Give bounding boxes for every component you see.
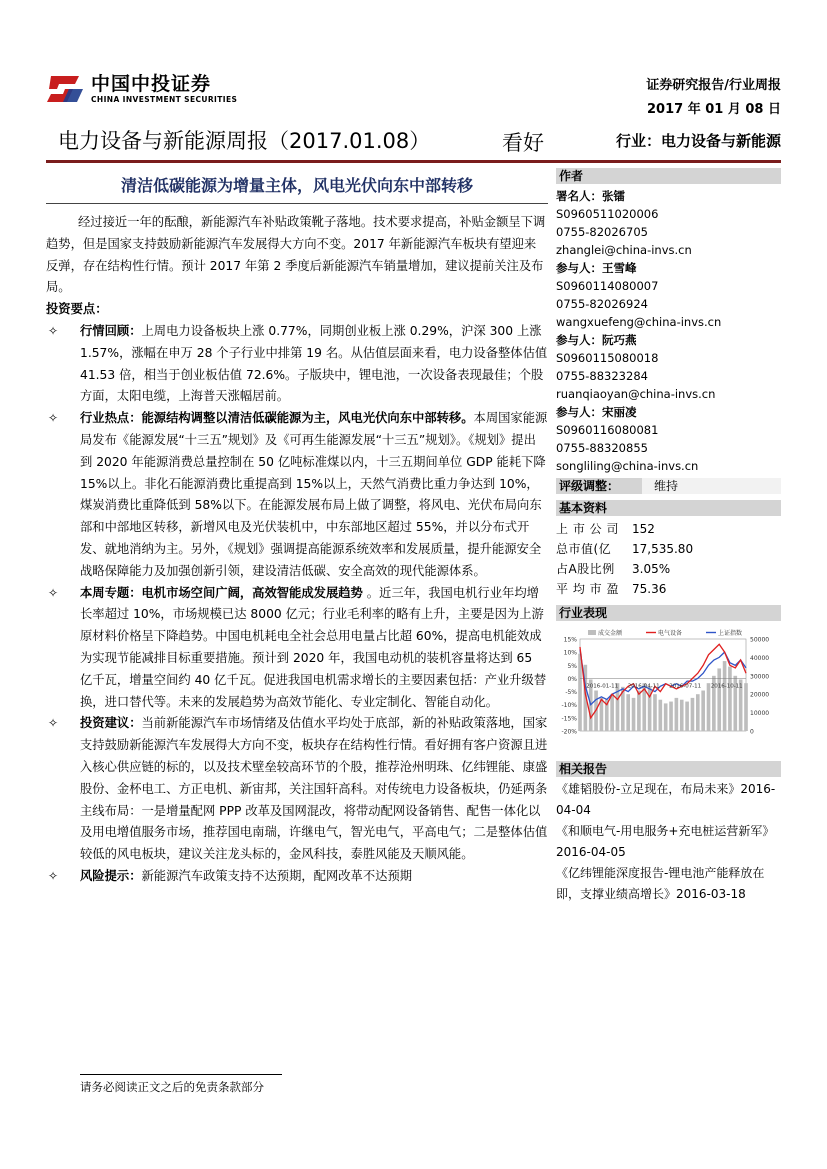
intro-paragraph: 经过接近一年的酝酿，新能源汽车补贴政策靴子落地。技术要求提高，补贴金额呈下调趋势，但是国家支持鼓励新能源汽车发展得大方向不变。2017 年新能源汽车板块有望迎来反弹，存在结构性行情。预计 2017 年第 2 季度后新能源汽车销量增加，建议提前关注及布局。 — [46, 215, 546, 295]
analyst-phone: 0755-88320855 — [556, 441, 648, 455]
footer-divider — [80, 1074, 282, 1075]
bullet-market-review — [46, 321, 548, 408]
bullet-label: 行业热点：能源结构调整以清洁低碳能源为主，风电光伏向东中部转移。 — [80, 411, 474, 426]
bullet-weekly-topic — [46, 583, 548, 714]
x-axis-tick-label: 2016-04-11 — [627, 683, 660, 690]
legend-swatch — [588, 630, 596, 635]
related-reports-list — [556, 777, 781, 905]
bullet-risk — [46, 866, 548, 888]
diamond-bullet-icon: ✧ — [48, 868, 59, 883]
analyst-block — [556, 259, 781, 331]
bullet-label: 本周专题：电机市场空间广阔，高效智能成发展趋势 — [80, 585, 363, 600]
bullet-label: 行情回顾： — [80, 323, 142, 338]
analyst-email[interactable]: wangxuefeng@china-invs.cn — [556, 315, 722, 329]
series-index-line — [580, 650, 746, 705]
rating-adjust-value: 维持 — [654, 479, 679, 493]
header-divider — [46, 160, 781, 163]
legend-label: 上证指数 — [718, 630, 743, 637]
volume-bar — [685, 702, 689, 731]
bullet-text: 上周电力设备板块上涨 0.77%，同期创业板上涨 0.29%，沪深 300 上涨 1.57%，涨幅在申万 28 个子行业中排第 19 名。从估值层面来看，电力设备整体估值 41.53 倍，相当于创业板估值 72.6%。子版块中，锂电池，一次设备表现最佳；个股方面，太阳电缆，上海普天涨幅居前。 — [80, 323, 548, 404]
analyst-block — [556, 187, 781, 259]
logo-mark-icon — [45, 72, 85, 106]
volume-bar — [664, 703, 668, 731]
bullet-text: 。近三年，我国电机行业年均增长率超过 10%，市场规模已达 8000 亿元；行业毛利率的略有上升，主要是因为上游原材料价格呈下降趋势。中国电机耗电全社会总用电量占比超 60%，提高电机能效成为实现节能减排目标重要措施。预计到 2020 年，我国电动机的装机容量将达到 65 亿千瓦，增量空间约 40 亿千瓦。促进我国电机需求增长的主要因素包括：产业升级替换，进口替代等。未来的发展趋势为高效节能化、专业定制化、智能自动化。 — [80, 585, 547, 709]
volume-bar — [707, 683, 711, 731]
footer-disclaimer: 请务必阅读正文之后的免责条款部分 — [80, 1080, 264, 1094]
left-axis-tick-label: -10% — [561, 702, 577, 710]
analyst-license: S0960115080018 — [556, 351, 659, 365]
info-value: 3.05% — [632, 562, 671, 576]
analyst-license: S0960511020006 — [556, 207, 659, 221]
volume-bar — [637, 691, 641, 731]
related-report-link[interactable]: 《亿纬锂能深度报告-锂电池产能释放在即，支撑业绩高增长》2016-03-18 — [556, 866, 765, 901]
bullet-industry-hotspot — [46, 408, 548, 582]
x-axis-tick-label: 2016-01-11 — [586, 683, 619, 690]
info-value: 75.36 — [632, 582, 667, 596]
right-axis-tick-label: 30000 — [750, 673, 770, 681]
x-axis-tick-label: 2016-07-11 — [669, 683, 702, 690]
info-row — [556, 559, 781, 579]
info-value: 17,535.80 — [632, 542, 694, 556]
diamond-bullet-icon: ✧ — [48, 585, 59, 600]
diamond-bullet-icon: ✧ — [48, 716, 59, 731]
volume-bar — [578, 654, 582, 731]
right-axis-tick-label: 50000 — [750, 636, 770, 644]
rating-badge: 看好 — [502, 131, 544, 155]
brand-logo — [45, 72, 237, 106]
related-report-link[interactable]: 《雄韬股份-立足现在，布局未来》2016-04-04 — [556, 782, 776, 817]
left-axis-tick-label: 15% — [563, 636, 577, 644]
doc-type: 证券研究报告/行业周报 — [646, 78, 781, 93]
analyst-email[interactable]: ruanqiaoyan@china-invs.cn — [556, 387, 716, 401]
left-axis-tick-label: -15% — [561, 715, 577, 723]
diamond-bullet-icon: ✧ — [48, 323, 59, 338]
left-axis-tick-label: -5% — [565, 689, 577, 697]
sidebar — [556, 168, 781, 905]
left-axis-tick-label: 0% — [567, 675, 577, 683]
left-axis-tick-label: 10% — [563, 649, 577, 657]
volume-bar — [701, 691, 705, 731]
rating-adjust-label: 评级调整： — [556, 478, 642, 494]
left-axis-tick-label: -20% — [561, 728, 577, 736]
volume-bar — [717, 668, 721, 731]
right-axis-tick-label: 20000 — [750, 691, 770, 699]
analyst-block — [556, 331, 781, 403]
legend-label: 成交金额 — [598, 630, 623, 637]
article-heading: 清洁低碳能源为增量主体，风电光伏向东中部转移 — [120, 176, 473, 195]
analyst-phone: 0755-82026924 — [556, 297, 648, 311]
volume-bar — [632, 698, 636, 731]
rating-adjust-row — [556, 478, 781, 494]
basic-info-title: 基本资料 — [556, 500, 781, 516]
heading-divider — [46, 203, 548, 204]
diamond-bullet-icon: ✧ — [48, 411, 59, 426]
analyst-block — [556, 403, 781, 475]
analyst-license: S0960114080007 — [556, 279, 659, 293]
analyst-email[interactable]: zhanglei@china-invs.cn — [556, 243, 692, 257]
volume-bar — [723, 661, 727, 731]
volume-bar — [653, 694, 657, 731]
x-axis-tick-label: 2016-10-11 — [710, 683, 743, 690]
key-points-title: 投资要点： — [46, 302, 108, 317]
legend-label: 电气设备 — [658, 630, 683, 637]
industry-label: 行业：电力设备与新能源 — [615, 132, 781, 150]
analyst-name: 参与人：宋丽凌 — [556, 405, 637, 419]
performance-chart-svg — [556, 625, 781, 755]
analyst-license: S0960116080081 — [556, 423, 659, 437]
right-axis-tick-label: 0 — [750, 728, 754, 736]
brand-name-en: CHINA INVESTMENT SECURITIES — [91, 94, 238, 104]
volume-bar — [696, 694, 700, 731]
info-label: 上 市 公 司 — [556, 522, 619, 536]
bullet-text: 当前新能源汽车市场情绪及估值水平均处于底部，新的补贴政策落地，国家支持鼓励新能源汽车发展得大方向不变，板块存在结构性行情。看好拥有客户资源且进入核心供应链的标的，以及技术壁垒较高环节的个股，推荐沧州明珠、亿纬锂能、康盛股份、金杯电工、方正电机、新宙邦，关注国轩高科。对传统电力设备板块，仍延两条主线布局：一是增量配网 PPP 改革及国网混改，将带动配网设备销售、配售一体化以及用电增值服务市场，推荐国电南瑞，许继电气，智光电气，平高电气；二是整体估值较低的风电板块，建议关注龙头标的，金风科技，泰胜风能及天顺风能。 — [80, 716, 548, 862]
left-axis-tick-label: 5% — [567, 662, 577, 670]
volume-bar — [728, 667, 732, 731]
analyst-phone: 0755-82026705 — [556, 225, 648, 239]
bullet-text: 本周国家能源局发布《能源发展“十三五”规划》及《可再生能源发展“十三五”规划》。《规划》提出到 2020 年能源消费总量控制在 50 亿吨标准煤以内，十三五期间单位 GDP 能耗下降 15%以上。非化石能源消费比重提高到 15%以上，天然气消费比重力争达到 10%，煤炭消费比重降低到 58%以下。在能源发展布局上做了调整，将风电、光伏布局向东部和中部地区转移，新增风电及光伏装机中，中东部地区超过 55%，并以分布式开发、就地消纳为主。另外，《规划》强调提高能源系统效率和发展质量，提升能源安全战略保障能力及加强创新引领，建设清洁低碳、安全高效的现代能源体系。 — [80, 411, 548, 578]
volume-bar — [659, 700, 663, 731]
volume-bar — [680, 700, 684, 731]
related-reports-title: 相关报告 — [556, 761, 781, 777]
report-title: 电力设备与新能源周报（2017.01.08） — [58, 129, 431, 153]
basic-info-table — [556, 516, 781, 599]
analyst-list — [556, 184, 781, 475]
info-value: 152 — [632, 522, 655, 536]
brand-name-cn: 中国中投证券 — [91, 72, 212, 95]
volume-bar — [691, 698, 695, 731]
analyst-name: 参与人：阮巧燕 — [556, 333, 637, 347]
volume-bar — [744, 683, 748, 731]
bullet-label: 投资建议： — [80, 716, 142, 731]
info-row — [556, 539, 781, 559]
performance-chart — [556, 625, 781, 755]
info-label: 平 均 市 盈 — [556, 582, 619, 596]
doc-date: 2017 年 01 月 08 日 — [647, 102, 781, 117]
performance-title: 行业表现 — [556, 605, 781, 621]
volume-bar — [675, 698, 679, 731]
info-label: 占A股比例 — [556, 562, 615, 576]
authors-title: 作者 — [556, 168, 781, 184]
related-report-link[interactable]: 《和顺电气-用电服务+充电桩运营新军》2016-04-05 — [556, 824, 775, 859]
info-row — [556, 519, 781, 539]
info-row — [556, 579, 781, 599]
volume-bar — [626, 694, 630, 731]
right-axis-tick-label: 40000 — [750, 654, 770, 662]
right-axis-tick-label: 10000 — [750, 710, 770, 718]
bullet-investment-advice — [46, 713, 548, 866]
volume-bar — [610, 694, 614, 731]
bullet-label: 风险提示： — [80, 868, 142, 883]
volume-bar — [669, 702, 673, 731]
bullet-text: 新能源汽车政策支持不达预期，配网改革不达预期 — [141, 868, 413, 883]
article-body — [46, 212, 548, 888]
analyst-name: 参与人：王雪峰 — [556, 261, 637, 275]
analyst-phone: 0755-88323284 — [556, 369, 648, 383]
analyst-name: 署名人：张镭 — [556, 189, 625, 203]
analyst-email[interactable]: songliling@china-invs.cn — [556, 459, 699, 473]
info-label: 总市值(亿 — [556, 542, 612, 556]
